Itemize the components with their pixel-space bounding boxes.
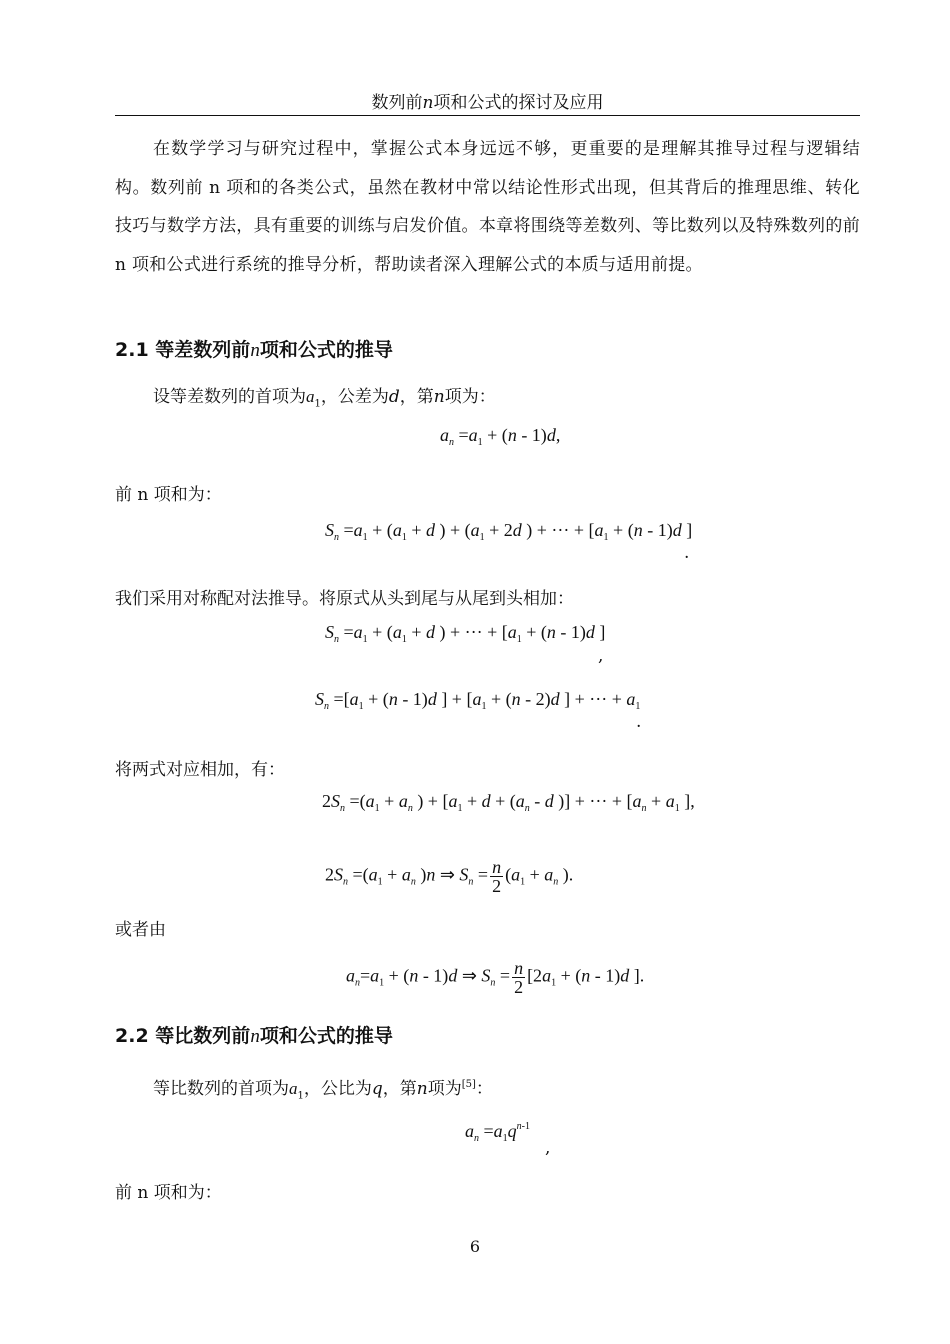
symbol-q: q (371, 1079, 383, 1099)
symbol-n: n (433, 387, 445, 407)
section-2-1-title-n: n (250, 340, 260, 361)
section-2-2-number: 2.2 (115, 1025, 149, 1047)
citation-ref: [5] (461, 1079, 476, 1090)
header-title-pre: 数列前 (371, 93, 423, 113)
setup-text-c: ，第 (399, 387, 434, 407)
section-2-2-title-pre: 等比数列前 (155, 1025, 251, 1047)
section-2-1-number: 2.1 (115, 339, 149, 361)
formula-sum-expansion: $S_n =a_1 + (a_1 + d$ ) + ($a_1 + 2d$ ) + ··· + [$a_1 + (n - 1)d$ ] (325, 520, 693, 543)
header-title-post: 项和公式的探讨及应用 (433, 93, 604, 113)
formula-period-2: . (636, 712, 642, 732)
formula-sn-alt: $a_n=a_1 + (n - 1)d$ ⇒ $S_n$ = $\frac{n}{2}$ [$2a_1 + (n - 1)d$ ]. (346, 958, 645, 997)
running-header (115, 90, 860, 116)
add-text: 将两式对应相加，有： (115, 760, 285, 780)
or-text: 或者由 (115, 920, 166, 940)
setup2-text-a: 等比数列的首项为 (153, 1079, 289, 1099)
section-2-1-heading (115, 336, 393, 365)
setup-text-b: ，公差为 (320, 387, 389, 407)
formula-comma-1: , (598, 646, 604, 666)
setup2-text-c: ，第 (382, 1079, 417, 1099)
setup-text-a: 设等差数列的首项为 (153, 387, 306, 407)
formula-sum-backward: $S_n =[a_1 + (n - 1)d$ ] + [$a_1 + (n - 2)d$ ] + ··· + $a_1$ (315, 689, 641, 712)
setup2-text-e: ： (475, 1079, 493, 1099)
symbol-n-2: n (416, 1079, 428, 1099)
section-2-1-title-pre: 等差数列前 (155, 339, 251, 361)
formula-2sn-result: $2S_n =(a_1 + a_n$ )n ⇒ $S_n$ = $\frac{n}{2}$ ($a_1 + a_n$ ). (325, 857, 574, 896)
page-number: 6 (469, 1237, 481, 1256)
section-2-2-title-n: n (250, 1026, 260, 1047)
sum-label-geo: 前 n 项和为： (115, 1183, 222, 1203)
section-2-1-setup: 设等差数列的首项为$a_1$，公差为d，第n项为： (153, 387, 496, 410)
method-text: 我们采用对称配对法推导。将原式从头到尾与从尾到头相加： (115, 589, 574, 609)
formula-sum-forward: $S_n =a_1 + (a_1 + d$ ) + ··· + [$a_1 + (n - 1)d$ ] (325, 622, 606, 645)
formula-comma-2: , (545, 1138, 551, 1158)
section-2-2-heading (115, 1022, 393, 1051)
section-2-1-title-post: 项和公式的推导 (259, 339, 393, 361)
intro-paragraph: 在数学学习与研究过程中，掌握公式本身远远不够，更重要的是理解其推导过程与逻辑结构。数列前 n 项和的各类公式，虽然在教材中常以结论性形式出现，但其背后的推理思维、转化技巧与数学方法，具有重要的训练与启发价值。本章将围绕等差数列、等比数列以及特殊数列的前 n 项和公式进行系统的推导分析，帮助读者深入理解公式的本质与适用前提。 (115, 139, 860, 275)
header-rule (115, 115, 860, 116)
setup2-text-d: 项为 (427, 1079, 462, 1099)
section-2-2-setup: 等比数列的首项为$a_1$，公比为q，第n项为[5]： (153, 1079, 493, 1102)
section-2-2-title-post: 项和公式的推导 (259, 1025, 393, 1047)
setup-text-d: 项为： (444, 387, 496, 407)
sum-label-arith: 前 n 项和为： (115, 485, 222, 505)
symbol-d: d (388, 387, 400, 407)
formula-period-1: . (684, 543, 690, 563)
formula-2sn-pairs: $2S_n =(a_1 + a_n$ ) + [$a_1 + d + (a_n - d$ )] + ··· + [$a_n + a_1$ ], (322, 791, 695, 814)
formula-general-term-arith: $a_n =a_1 + (n - 1)d$, (440, 425, 561, 448)
header-title-n: n (422, 93, 434, 113)
formula-general-term-geo: $a_n =a_1q^{n-1}$ (465, 1121, 530, 1144)
setup2-text-b: ，公比为 (303, 1079, 372, 1099)
